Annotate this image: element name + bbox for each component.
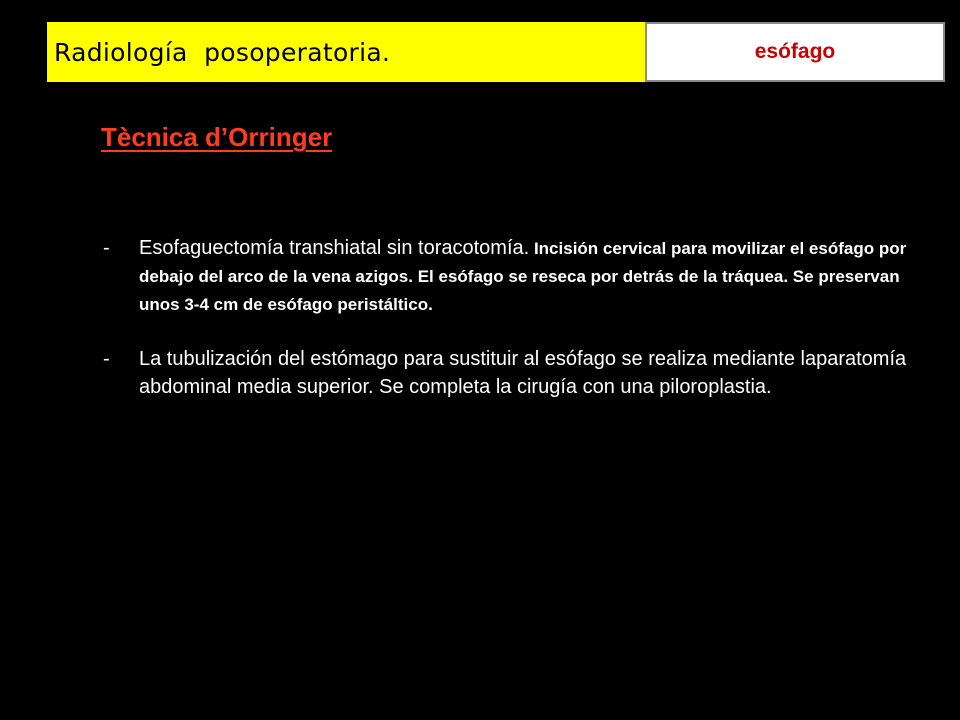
bullet-lead-text: Esofaguectomía transhiatal sin toracotomía.: [139, 237, 530, 259]
bullet-text: La tubulización del estómago para sustituir al esófago se realiza mediante laparatomía abdominal media superior. Se completa la cirugía con una piloroplastia.: [139, 348, 907, 398]
bullet-marker: -: [103, 237, 110, 259]
header-title-box: [47, 22, 645, 82]
bullet-item: [103, 234, 923, 319]
slide-heading: Tècnica d’Orringer: [101, 122, 333, 152]
bullet-text: [139, 234, 923, 319]
bullet-list: [103, 234, 923, 427]
header-section-label: esófago: [754, 40, 836, 63]
bullet-detail-text: Incisión cervical para movilizar el esófago por debajo del arco de la vena azigos. El esófago se reseca por detrás de la tráquea. Se preservan unos 3-4 cm de esófago peristáltico.: [139, 239, 907, 314]
slide-header: [47, 22, 945, 82]
bullet-item: [103, 345, 923, 401]
bullet-marker: -: [103, 348, 110, 370]
header-section-box: [645, 22, 945, 82]
header-title: Radiología posoperatoria.: [54, 37, 391, 67]
